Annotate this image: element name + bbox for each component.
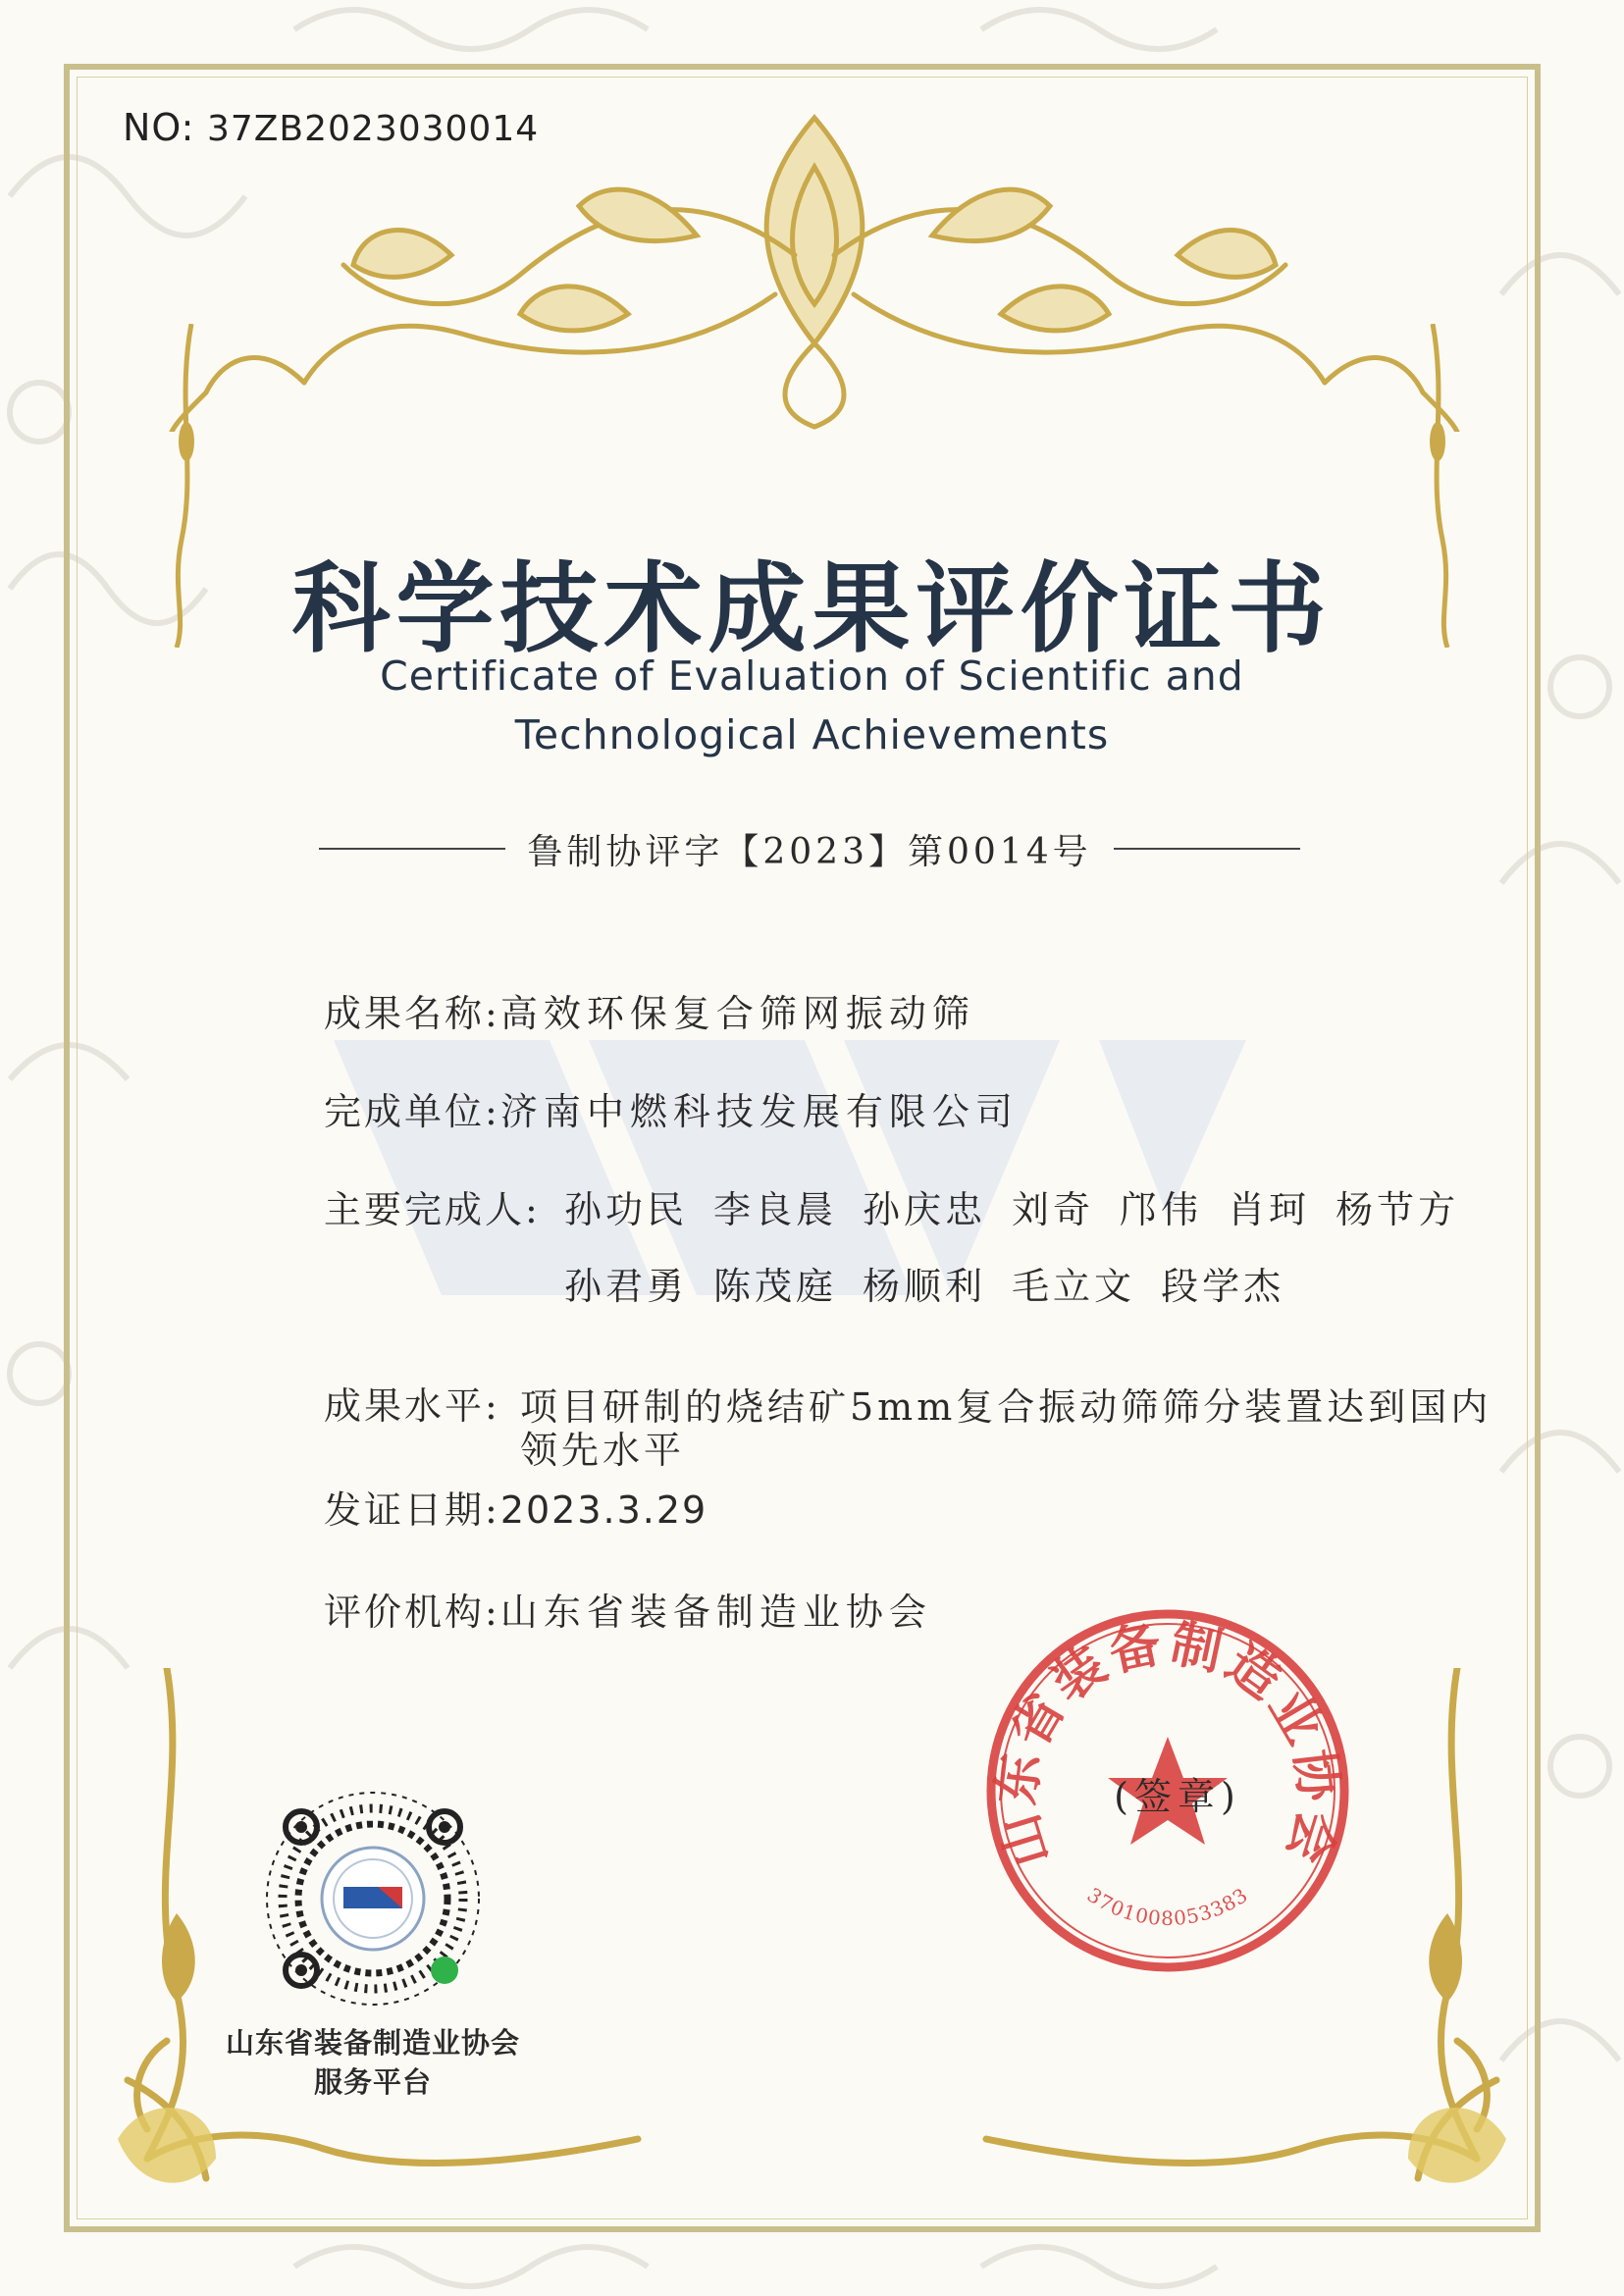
contributor-name: 段学杰 bbox=[1161, 1265, 1285, 1308]
bottom-left-gold-ornament bbox=[108, 1668, 657, 2218]
completing-unit-label: 完成单位: bbox=[324, 1090, 500, 1133]
issue-date-label: 发证日期: bbox=[324, 1488, 500, 1532]
contributor-name: 孙功民 bbox=[564, 1188, 689, 1231]
contributors-row-2 bbox=[564, 1256, 1310, 1310]
main-contributors-label: 主要完成人: bbox=[324, 1188, 541, 1231]
certificate-title-chinese: 科学技术成果评价证书 bbox=[291, 550, 1333, 666]
bottom-right-gold-ornament bbox=[967, 1668, 1516, 2218]
seal-center-text: (签章) bbox=[1114, 1775, 1241, 1818]
seal-code: 3701008053383 bbox=[1082, 1882, 1253, 1931]
contributor-name: 孙庆忠 bbox=[863, 1188, 987, 1231]
issue-date-row bbox=[324, 1480, 707, 1534]
evaluation-org-value: 山东省装备制造业协会 bbox=[499, 1591, 932, 1634]
certificate-number-label: NO: bbox=[123, 106, 195, 149]
contributor-name: 刘奇 bbox=[1012, 1188, 1095, 1231]
contributors-row-1 bbox=[564, 1179, 1485, 1233]
achievement-level-label: 成果水平: bbox=[324, 1384, 500, 1428]
achievement-name-label: 成果名称: bbox=[324, 992, 500, 1035]
contributor-name: 孙君勇 bbox=[564, 1265, 689, 1308]
certificate-title-english-line2: Technological Achievements bbox=[514, 711, 1110, 758]
achievement-name-value: 高效环保复合筛网振动筛 bbox=[499, 992, 975, 1035]
seal-ring-text: 山东省装备制造业协会 bbox=[985, 1613, 1350, 1874]
achievement-level-row bbox=[324, 1376, 500, 1430]
qr-caption-line2: 服务平台 bbox=[313, 2065, 432, 2099]
issue-date-value: 2023.3.29 bbox=[499, 1488, 708, 1532]
evaluation-org-label: 评价机构: bbox=[324, 1591, 500, 1634]
certificate-title-english-line1: Certificate of Evaluation of Scientific and bbox=[380, 652, 1244, 700]
contributor-name: 杨顺利 bbox=[863, 1265, 987, 1308]
qr-caption-line1: 山东省装备制造业协会 bbox=[225, 2026, 520, 2060]
contributor-name: 邝伟 bbox=[1120, 1188, 1203, 1231]
reference-number: 鲁制协评字【2023】第0014号 bbox=[527, 831, 1092, 872]
achievement-name-row bbox=[324, 983, 975, 1037]
divider-right bbox=[1114, 848, 1300, 850]
contributor-name: 毛立文 bbox=[1012, 1265, 1136, 1308]
reference-number-line bbox=[324, 824, 1295, 873]
contributor-name: 杨节方 bbox=[1336, 1188, 1460, 1231]
divider-left bbox=[319, 848, 505, 850]
evaluation-org-row bbox=[324, 1582, 932, 1636]
achievement-level-value: 项目研制的烧结矿5mm复合振动筛筛分装置达到国内领先水平 bbox=[520, 1385, 1493, 1472]
contributor-name: 陈茂庭 bbox=[713, 1265, 838, 1308]
completing-unit-value: 济南中燃科技发展有限公司 bbox=[499, 1090, 1019, 1133]
contributor-name: 李良晨 bbox=[713, 1188, 838, 1231]
main-contributors-row bbox=[324, 1179, 541, 1233]
certificate-number-value: 37ZB2023030014 bbox=[206, 109, 540, 149]
completing-unit-row bbox=[324, 1081, 1019, 1135]
top-gold-ornament bbox=[167, 108, 1462, 432]
contributor-name: 肖珂 bbox=[1228, 1188, 1311, 1231]
